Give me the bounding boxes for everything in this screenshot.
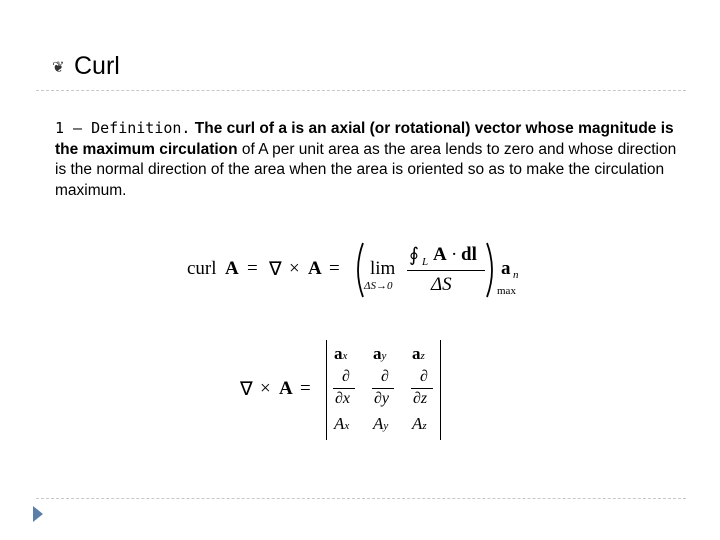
determinant-left-bar: [326, 340, 327, 440]
component-ax: Ax: [334, 414, 350, 433]
partial-numerator-z: ∂: [420, 368, 428, 385]
partial-denominator-y: ∂y: [374, 390, 390, 407]
equals-sign-2: =: [329, 258, 340, 279]
cross-symbol: ×: [289, 258, 300, 279]
partial-numerator-y: ∂: [381, 368, 389, 385]
curl-determinant-equation: [240, 338, 450, 448]
next-slide-button[interactable]: [30, 503, 46, 530]
definition-bold-text: The curl of a is an axial (or rotational) vector whose magnitude is the maximum circulation: [55, 120, 674, 158]
vector-a: A: [225, 258, 239, 279]
fraction-bar: [407, 270, 485, 271]
partial-denominator-x: ∂x: [335, 390, 351, 407]
slide-title-row: [52, 52, 120, 81]
component-ay: Ay: [373, 414, 389, 433]
integral-subscript: L: [422, 256, 429, 268]
definition-normal-text: of A per unit area as the area lends to zero and whose direction is the normal direction of the area when the area is oriented so as to make the circulation maximum.: [55, 140, 677, 199]
integrand-vector: A: [433, 244, 447, 265]
max-subscript: max: [497, 285, 516, 297]
top-divider: [36, 90, 686, 91]
definition-number-label: 1 – Definition.: [55, 119, 191, 137]
bottom-divider: [36, 498, 686, 499]
vector-a-3: A: [279, 378, 293, 399]
partial-bar-y: [372, 388, 394, 389]
partial-bar-z: [411, 388, 433, 389]
left-paren: [351, 241, 365, 299]
partial-bar-x: [333, 388, 355, 389]
equals-sign-1: =: [247, 258, 258, 279]
partial-denominator-z: ∂z: [413, 390, 428, 407]
partial-numerator-x: ∂: [342, 368, 350, 385]
nabla-symbol-2: ∇: [240, 379, 253, 400]
unit-vector-a: a: [501, 258, 511, 279]
play-arrow-icon: [30, 503, 46, 525]
vector-a-2: A: [308, 258, 322, 279]
curl-word: curl: [187, 258, 217, 279]
fleuron-bullet-icon: ❦: [52, 58, 65, 76]
unit-vector-ay: ay: [373, 344, 387, 363]
determinant-right-bar: [440, 340, 441, 440]
lim-subscript: ΔS→0: [364, 280, 393, 292]
contour-integral-symbol: ∮: [409, 245, 419, 266]
definition-paragraph: [55, 118, 680, 201]
unit-vector-ax: ax: [334, 344, 348, 363]
dot-operator: ·: [451, 244, 458, 265]
cross-symbol-2: ×: [260, 378, 271, 399]
equals-sign-3: =: [300, 378, 311, 399]
component-az: Az: [412, 414, 427, 433]
unit-vector-subscript: n: [513, 269, 519, 281]
slide-title: Curl: [74, 52, 120, 80]
unit-vector-az: az: [412, 344, 425, 363]
dl-term: dl: [461, 244, 477, 265]
curl-definition-equation: [187, 238, 527, 303]
fraction-denominator: ΔS: [431, 274, 452, 295]
lim-word: lim: [370, 258, 396, 279]
nabla-symbol: ∇: [269, 259, 282, 280]
